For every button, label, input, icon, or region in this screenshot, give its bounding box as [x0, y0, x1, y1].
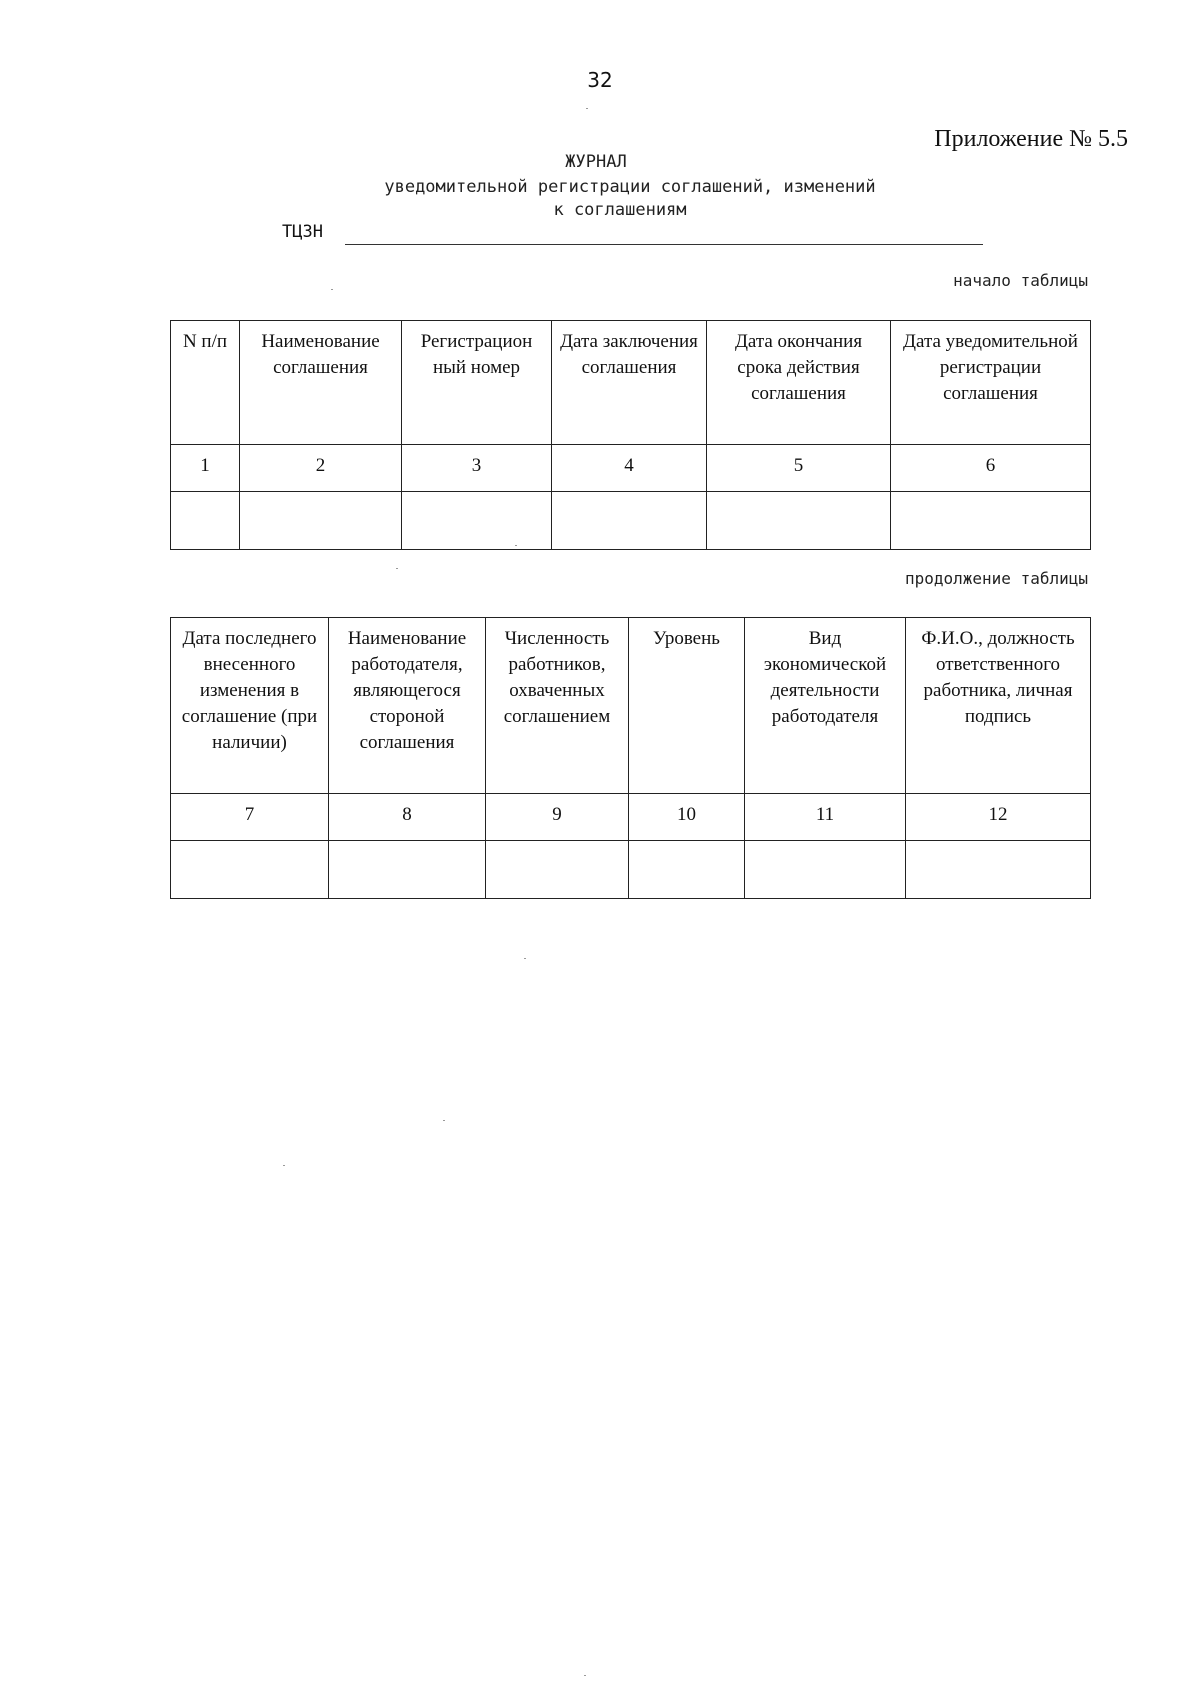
header-cell: Дата заключения соглашения	[552, 321, 707, 445]
appendix-label: Приложение № 5.5	[934, 126, 1128, 152]
header-cell: Вид экономической деятельности работодателя	[745, 618, 906, 794]
table-start-caption: начало таблицы	[953, 271, 1088, 290]
header-cell: Регистрацион ный номер	[402, 321, 552, 445]
column-number-row	[171, 445, 1091, 492]
empty-cell	[552, 492, 707, 550]
empty-cell	[486, 841, 629, 899]
column-number: 10	[629, 794, 745, 841]
empty-cell	[329, 841, 486, 899]
header-cell: Наименование работодателя, являющегося стороной соглашения	[329, 618, 486, 794]
header-cell: Наименование соглашения	[240, 321, 402, 445]
column-number: 4	[552, 445, 707, 492]
table-header-row	[171, 321, 1091, 445]
journal-subtitle-line1: уведомительной регистрации соглашений, изменений	[384, 177, 876, 197]
table-header-row	[171, 618, 1091, 794]
scan-speck	[443, 1120, 445, 1121]
scan-speck	[515, 545, 517, 546]
empty-cell	[707, 492, 891, 550]
scan-speck	[283, 1165, 285, 1166]
header-cell: Ф.И.О., должность ответственного работника, личная подпись	[906, 618, 1091, 794]
column-number: 8	[329, 794, 486, 841]
empty-cell	[240, 492, 402, 550]
table-continue-caption: продолжение таблицы	[904, 569, 1088, 588]
empty-cell	[171, 492, 240, 550]
empty-cell	[745, 841, 906, 899]
scan-speck	[396, 568, 398, 569]
journal-title: ЖУРНАЛ	[565, 152, 627, 172]
journal-subtitle-line2: к соглашениям	[553, 200, 687, 220]
header-cell: Дата уведомительной регистрации соглашения	[891, 321, 1091, 445]
column-number: 9	[486, 794, 629, 841]
tczn-label: ТЦЗН	[282, 222, 323, 242]
column-number: 3	[402, 445, 552, 492]
empty-cell	[891, 492, 1091, 550]
column-number: 6	[891, 445, 1091, 492]
header-cell: Дата последнего внесенного изменения в соглашение (при наличии)	[171, 618, 329, 794]
column-number-row	[171, 794, 1091, 841]
scan-speck	[586, 108, 588, 109]
page-number: 32	[587, 68, 613, 92]
scan-speck	[331, 289, 333, 290]
column-number: 1	[171, 445, 240, 492]
registration-table-part1	[170, 320, 1091, 550]
header-cell: Численность работников, охваченных соглашением	[486, 618, 629, 794]
column-number: 7	[171, 794, 329, 841]
column-number: 5	[707, 445, 891, 492]
table-row	[171, 841, 1091, 899]
registration-table-part2	[170, 617, 1091, 899]
column-number: 11	[745, 794, 906, 841]
scan-speck	[584, 1675, 586, 1676]
empty-cell	[906, 841, 1091, 899]
table-row	[171, 492, 1091, 550]
header-cell: N п/п	[171, 321, 240, 445]
scan-speck	[524, 958, 526, 959]
empty-cell	[629, 841, 745, 899]
column-number: 12	[906, 794, 1091, 841]
empty-cell	[171, 841, 329, 899]
tczn-blank-line	[345, 244, 983, 245]
header-cell: Уровень	[629, 618, 745, 794]
header-cell: Дата окончания срока действия соглашения	[707, 321, 891, 445]
column-number: 2	[240, 445, 402, 492]
empty-cell	[402, 492, 552, 550]
